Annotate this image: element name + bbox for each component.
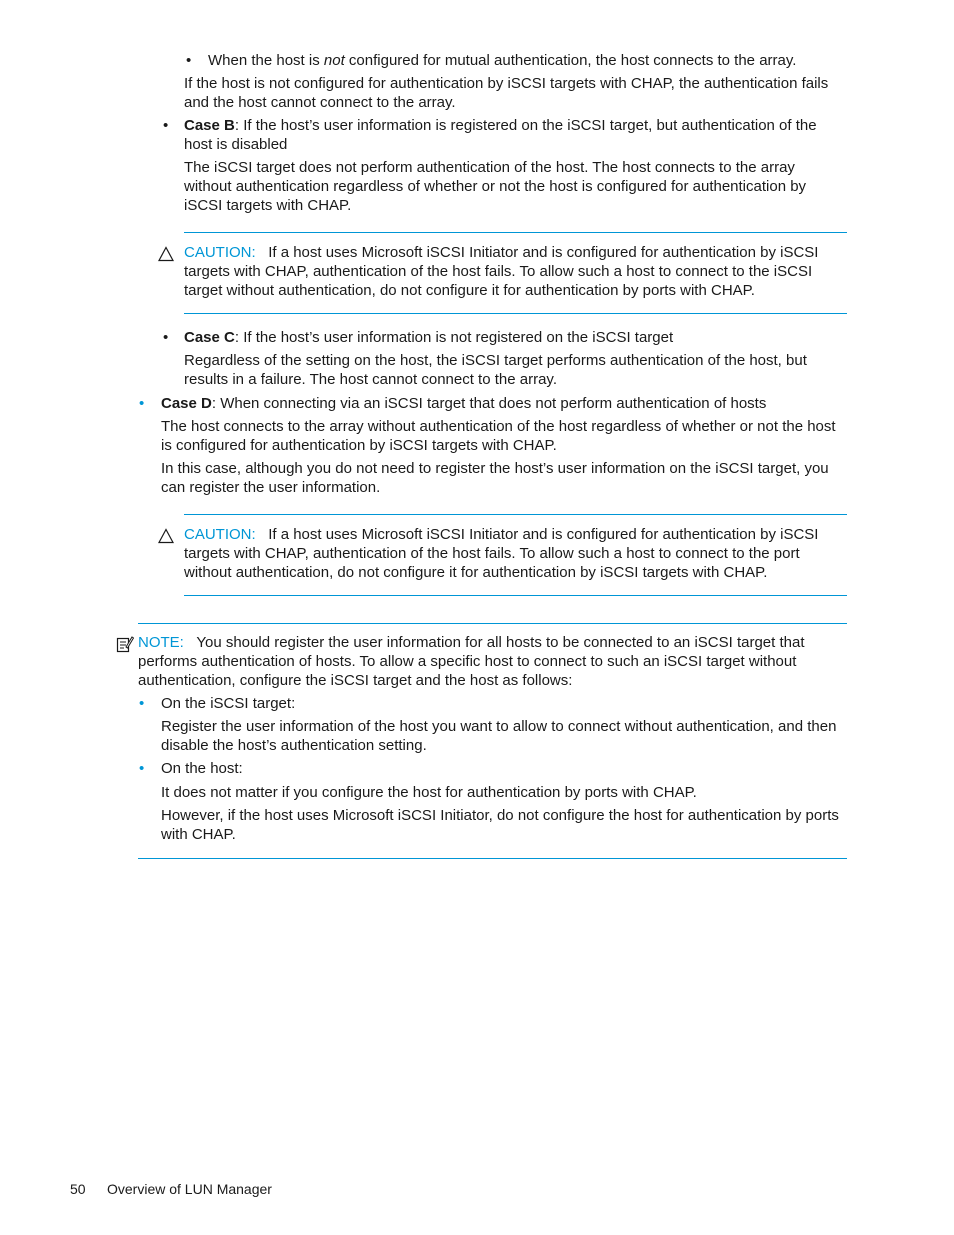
- case-label: Case B: [184, 117, 235, 134]
- text-suffix: configured for mutual authentication, the host connects to the array.: [344, 52, 797, 69]
- list-item: On the host:: [161, 760, 243, 777]
- paragraph: It does not matter if you configure the host for authentication by ports with CHAP.: [161, 784, 697, 801]
- bullet-marker: •: [163, 117, 169, 134]
- list-item-mutual-auth: [208, 51, 848, 70]
- caution-label: CAUTION:: [184, 526, 256, 543]
- case-label: Case D: [161, 395, 212, 412]
- page-number: 50: [70, 1181, 86, 1197]
- case-text: : If the host’s user information is registered on the iSCSI target, but authentication of the host is disabled: [184, 117, 817, 153]
- footer-title: Overview of LUN Manager: [107, 1181, 272, 1197]
- bullet-marker: •: [163, 329, 169, 346]
- paragraph: In this case, although you do not need to register the host’s user information on the iSCSI target, you can register the user information.: [161, 460, 829, 496]
- caution-box: [184, 243, 834, 300]
- caution-triangle-icon: [158, 528, 174, 544]
- divider: [184, 232, 847, 233]
- list-item-case-b: [184, 116, 846, 154]
- note-box: [138, 633, 828, 690]
- list-item-case-c: [184, 328, 846, 347]
- case-text: : If the host’s user information is not registered on the iSCSI target: [234, 329, 674, 346]
- caution-text: If a host uses Microsoft iSCSI Initiator and is configured for authentication by iSCSI targets with CHAP, authentication of the host fails. To allow such a host to connect to the iSCSI target without authentication, do not configure it for authentication by ports with CHAP.: [184, 244, 819, 299]
- list-item: On the iSCSI target:: [161, 695, 296, 712]
- note-pad-icon: [116, 635, 134, 653]
- paragraph: The iSCSI target does not perform authentication of the host. The host connects to the array without authentication regardless of whether or not the host is configured for authentication by iSCSI targets with CHAP.: [184, 159, 807, 214]
- divider: [184, 313, 847, 314]
- note-text: You should register the user information for all hosts to be connected to an iSCSI target that performs authentication of hosts. To allow a specific host to connect to such an iSCSI target without authentication, configure the iSCSI target and the host as follows:: [138, 634, 805, 689]
- text-emphasis: not: [323, 52, 345, 69]
- paragraph: The host connects to the array without authentication of the host regardless of whether or not the host is configured for authentication by iSCSI targets with CHAP.: [161, 418, 836, 454]
- paragraph: If the host is not configured for authentication by iSCSI targets with CHAP, the authentication fails and the host cannot connect to the array.: [184, 75, 829, 111]
- divider: [184, 514, 847, 515]
- caution-label: CAUTION:: [184, 244, 256, 261]
- divider: [184, 595, 847, 596]
- bullet-marker: •: [139, 760, 145, 777]
- divider: [138, 623, 847, 624]
- bullet-marker: •: [186, 52, 192, 69]
- paragraph: Regardless of the setting on the host, the iSCSI target performs authentication of the host, but results in a failure. The host cannot connect to the array.: [184, 352, 807, 388]
- note-label: NOTE:: [138, 634, 184, 651]
- caution-text: If a host uses Microsoft iSCSI Initiator and is configured for authentication by iSCSI targets with CHAP, authentication of the host fails. To allow such a host to connect to the port without authentication, do not configure it for authentication by iSCSI targets with CHAP.: [184, 526, 819, 581]
- divider: [138, 858, 847, 859]
- case-text: : When connecting via an iSCSI target that does not perform authentication of hosts: [211, 395, 767, 412]
- bullet-marker: •: [139, 695, 145, 712]
- case-label: Case C: [184, 329, 235, 346]
- caution-box: [184, 525, 834, 582]
- bullet-marker: •: [139, 395, 145, 412]
- text-prefix: When the host is: [208, 52, 324, 69]
- list-item-case-d: [161, 394, 846, 413]
- paragraph: However, if the host uses Microsoft iSCSI Initiator, do not configure the host for authentication by ports with CHAP.: [161, 807, 839, 843]
- paragraph: Register the user information of the host you want to allow to connect without authentication, and then disable the host’s authentication setting.: [161, 718, 837, 754]
- caution-triangle-icon: [158, 246, 174, 262]
